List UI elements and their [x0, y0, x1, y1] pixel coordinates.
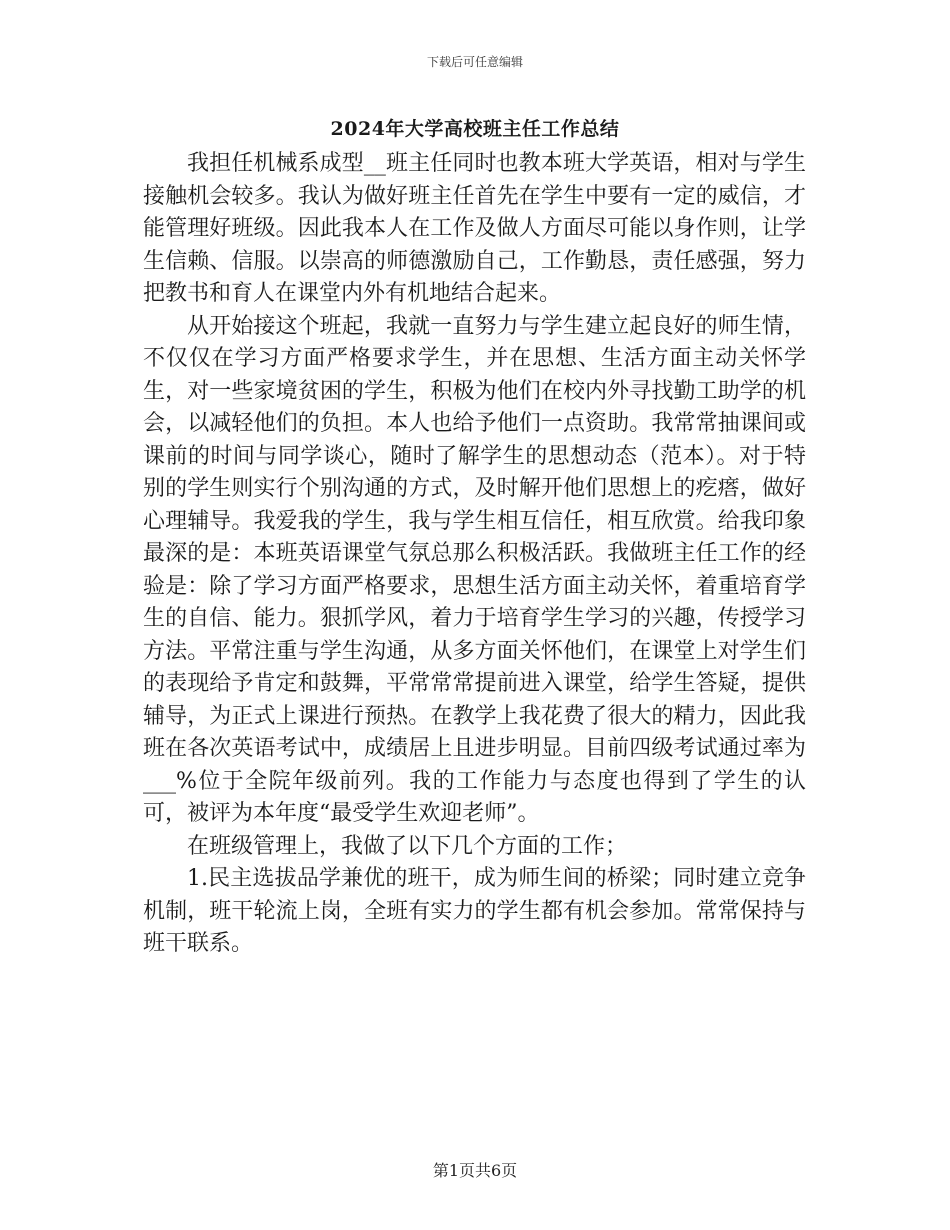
paragraph-3: 在班级管理上，我做了以下几个方面的工作； — [187, 833, 628, 859]
document-title: 2024年大学高校班主任工作总结 — [330, 118, 620, 140]
page-footer: 第1页共6页 — [432, 1161, 518, 1180]
document-body — [143, 148, 806, 961]
paragraph-4: 1.民主选拔品学兼优的班干，成为师生间的桥梁；同时建立竞争机制，班干轮流上岗，全班有实力的学生都有机会参加。常常保持与班干联系。 — [143, 866, 806, 956]
paragraph-2: 从开始接这个班起，我就一直努力与学生建立起良好的师生情，不仅仅在学习方面严格要求学生，并在思想、生活方面主动关怀学生，对一些家境贫困的学生，积极为他们在校内外寻找勤工助学的机会，以减轻他们的负担。本人也给予他们一点资助。我常常抽课间或课前的时间与同学谈心，随时了解学生的思想动态（范本）。对于特别的学生则实行个别沟通的方式，及时解开他们思想上的疙瘩，做好心理辅导。我爱我的学生，我与学生相互信任，相互欣赏。给我印象最深的是：本班英语课堂气氛总那么积极活跃。我做班主任工作的经验是：除了学习方面严格要求，思想生活方面主动关怀，着重培育学生的自信、能力。狠抓学风，着力于培育学生学习的兴趣，传授学习方法。平常注重与学生沟通，从多方面关怀他们，在课堂上对学生们的表现给予肯定和鼓舞，平常常常提前进入课堂，给学生答疑，提供辅导，为正式上课进行预热。在教学上我花费了很大的精力，因此我班在各次英语考试中，成绩居上且进步明显。目前四级考试通过率为___%位于全院年级前列。我的工作能力与态度也得到了学生的认可，被评为本年度“最受学生欢迎老师”。 — [143, 313, 806, 826]
header-note: 下载后可任意编辑 — [426, 55, 523, 69]
paragraph-1: 我担任机械系成型__班主任同时也教本班大学英语，相对与学生接触机会较多。我认为做好班主任首先在学生中要有一定的威信，才能管理好班级。因此我本人在工作及做人方面尽可能以身作则，让学生信赖、信服。以崇高的师德激励自己，工作勤恳，责任感强，努力把教书和育人在课堂内外有机地结合起来。 — [143, 151, 806, 306]
